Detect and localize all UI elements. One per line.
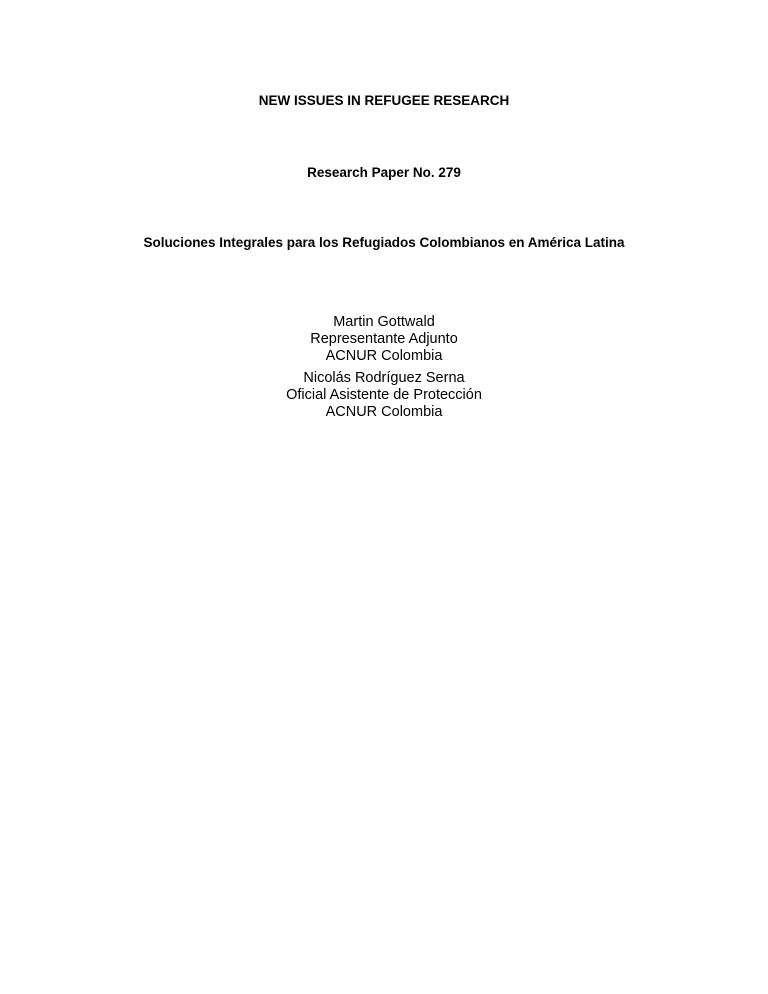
author-name: Martin Gottwald bbox=[333, 314, 435, 330]
author-organization: ACNUR Colombia bbox=[325, 348, 443, 364]
series-title: NEW ISSUES IN REFUGEE RESEARCH bbox=[258, 93, 510, 108]
paper-number: Research Paper No. 279 bbox=[307, 165, 461, 180]
paper-title: Soluciones Integrales para los Refugiados Colombianos en América Latina bbox=[143, 235, 625, 250]
author-position: Representante Adjunto bbox=[310, 331, 458, 347]
author-block bbox=[0, 370, 768, 421]
author-organization: ACNUR Colombia bbox=[325, 404, 443, 420]
author-block bbox=[0, 314, 768, 365]
author-name: Nicolás Rodríguez Serna bbox=[303, 370, 465, 386]
author-position: Oficial Asistente de Protección bbox=[286, 387, 482, 403]
